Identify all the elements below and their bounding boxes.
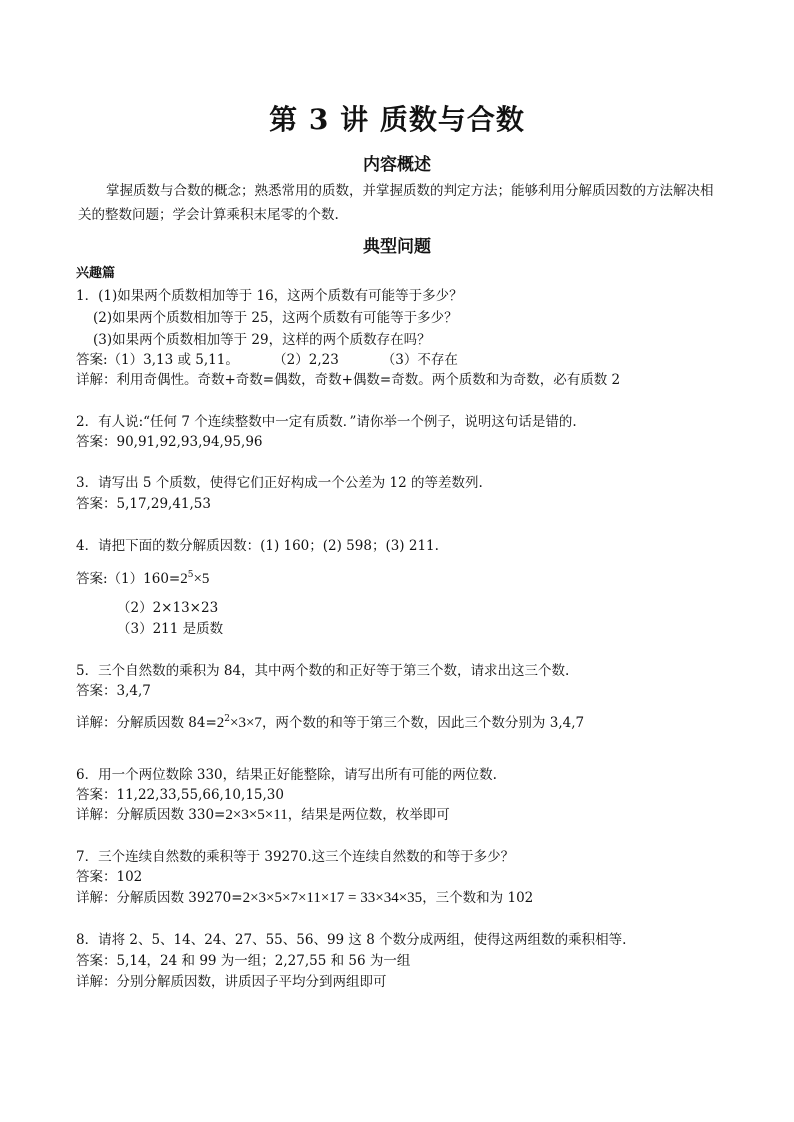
q5-line1: 5．三个自然数的乘积为 84，其中两个数的和正好等于第三个数，请求出这三个数. [76,663,570,679]
problems-heading: 典型问题 [363,237,431,257]
q1-answer: 答案:（1）3,13 或 5,11。 （2）2,23 （3）不存在 [76,352,458,368]
q4-line1: 4．请把下面的数分解质因数：(1) 160；(2) 598；(3) 211. [76,538,439,554]
q4-answer-3: （3）211 是质数 [117,621,224,637]
q6-detail-math: 2×3×5×11 [225,807,288,823]
q6-line1: 6．用一个两位数除 330，结果正好能整除，请写出所有可能的两位数. [76,767,497,783]
q1-line2: (2)如果两个质数相加等于 25，这两个质数有可能等于多少？ [93,310,458,326]
q4-a1-base: 2 [180,571,188,587]
q7-answer: 答案：102 [76,869,143,885]
q3-line1: 3．请写出 5 个质数，使得它们正好构成一个公差为 12 的等差数列. [76,475,483,491]
q7-line1: 7．三个连续自然数的乘积等于 39270.这三个连续自然数的和等于多少？ [76,849,515,865]
overview-heading: 内容概述 [363,155,431,175]
q5-detail-suffix: ，两个数的和等于第三个数，因此三个数分别为 3,4,7 [261,715,585,731]
q4-a1-exp: 5 [187,570,194,580]
q6-detail-suffix: ，结果是两位数，枚举即可 [287,807,450,823]
q5-detail-base: 2 [216,715,225,731]
q2-line1: 2．有人说:“任何 7 个连续整数中一定有质数．”请你举一个例子，说明这句话是错的. [76,414,577,430]
q3-answer: 答案：5,17,29,41,53 [76,496,211,512]
q6-detail-prefix: 详解：分解质因数 330= [76,807,226,823]
q8-answer: 答案：5,14，24 和 99 为一组；2,27,55 和 56 为一组 [76,953,411,969]
q1-line1: 1．(1)如果两个质数相加等于 16，这两个质数有可能等于多少？ [76,288,463,304]
q7-detail-suffix: ，三个数和为 102 [422,890,534,906]
q8-detail: 详解：分别分解质因数，讲质因子平均分到两组即可 [76,974,387,990]
overview-text: 掌握质数与合数的概念；熟悉常用的质数，并掌握质数的判定方法；能够利用分解质因数的方法解决相关的整数问题；学会计算乘积末尾零的个数. [78,183,714,223]
q5-detail-mid: ×3×7 [230,715,262,731]
q4-answer-prefix: 答案:（1）160= [76,571,181,587]
q5-detail-prefix: 详解：分解质因数 84= [76,715,217,731]
q4-answer [76,570,209,588]
q6-answer: 答案：11,22,33,55,66,10,15,30 [76,787,284,803]
q7-detail-math: 2×3×5×7×11×17 = 33×34×35 [242,890,423,906]
page-title: 第 3 讲 质数与合数 [269,103,525,136]
q5-detail [76,714,584,732]
q2-answer: 答案：90,91,92,93,94,95,96 [76,434,263,450]
q5-answer: 答案：3,4,7 [76,683,151,699]
q1-detail: 详解：利用奇偶性。奇数+奇数=偶数，奇数+偶数=奇数。两个质数和为奇数，必有质数 2 [76,372,621,388]
category-label: 兴趣篇 [76,266,116,281]
q7-detail-prefix: 详解：分解质因数 39270= [76,890,243,906]
q4-a1-rest: ×5 [193,571,210,587]
q4-answer-2: （2）2×13×23 [117,600,219,616]
q5-detail-exp: 2 [224,714,231,724]
q8-line1: 8．请将 2、5、14、24、27、55、56、99 这 8 个数分成两组，使得这两组数的乘积相等. [76,932,627,948]
q7-detail [76,889,533,907]
q1-line3: (3)如果两个质数相加等于 29，这样的两个质数存在吗？ [93,332,431,348]
q6-detail [76,806,450,824]
